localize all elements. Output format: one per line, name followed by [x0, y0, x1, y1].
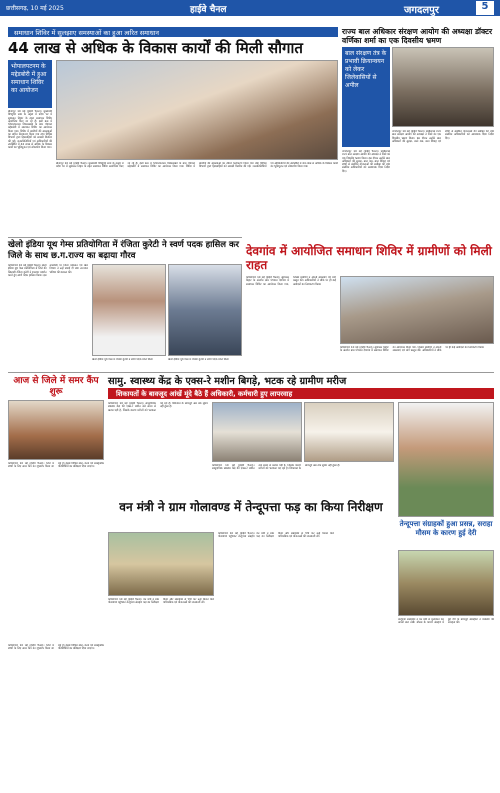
sidebox-top-right: बाल संरक्षण तंत्र के प्रभावी क्रियान्वयन को लेकर जिलेवासियों से अपील — [342, 47, 390, 147]
body-sports-1: कोण्डागांव 10 मई (हाईवे चैनल)। खेलो इंडिया यूथ गेम्स प्रतियोगिता में जिले की खिलाड़ी रंजिता कुरेटी ने शानदार प्रदर्शन करते हुए स्वर्ण पदक हासिल किया। इस उपलब्धि पर जिला प्रशासन एवं खेल विभाग ने उन्हें बधाई दी तथा उज्ज्वल भविष्य की कामना की। — [8, 264, 88, 277]
photo-caption-2: खेलो इंडिया यूथ गेम्स में रंजिता कुरेटी ने स्वर्ण पदक प्राप्त किया — [168, 358, 229, 361]
body-tendu-2: कोण्डागांव 10 मई (हाईवे चैनल)। वन मंत्री ने ग्राम गोलावण्ड पहुंचकर तेन्दूपत्ता संग्रहण फड़ का निरीक्षण किया और संग्राहकों से चर्चा कर उन्हें मिलने वाले पारिश्रमिक एवं योजनाओं की जानकारी ली। — [218, 532, 334, 539]
forest-minister-photo — [398, 402, 494, 517]
athlete-photo — [92, 264, 166, 356]
body-xray-2: कोण्डागांव 10 मई (हाईवे चैनल)। सामुदायिक स्वास्थ्य केंद्र की एक्स-रे मशीन लंबे समय से खराब पड़ी है, जिसके कारण मरीजों को भटकना पड़ रहा है। शिकायत के बावजूद अब तक सुधार नहीं हुआ है। — [212, 464, 340, 471]
headline-camp: आज से जिले में समर कैंप शुरू — [13, 376, 99, 397]
rule-1 — [8, 237, 242, 238]
headline-sports: खेलो इंडिया यूथ गेम्स प्रतियोगिता में रंजिता कुरेटी ने स्वर्ण पदक हासिल कर जिले के साथ छ.ग.राज्य का बढ़ाया गौरव — [8, 240, 239, 261]
headline-devgaon: देवगांव में आयोजित समाधान शिविर में ग्रामीणों को मिली राहत — [246, 244, 492, 272]
headline-top-right: राज्य बाल अधिकार संरक्षण आयोग की अध्यक्षा डॉक्टर वर्णिका शर्मा का एक दिवसीय भ्रमण — [342, 27, 493, 45]
headline-xray: सामु. स्वास्थ्य केंद्र के एक्स-रे मशीन बिगड़े, भटक रहे ग्रामीण मरीज — [108, 376, 347, 387]
city-name: जगदलपुर — [404, 5, 439, 16]
official-photo — [392, 47, 494, 127]
kicker-band: समाधान शिविर में सुलझाए समस्याओं का हुआ त्वरित समाधान — [8, 27, 338, 37]
headline-top-left: 44 लाख से अधिक के विकास कार्यों की मिली सौगात — [8, 39, 303, 57]
body-camp: कोण्डागांव 10 मई (हाईवे चैनल)। जिले में बच्चों के लिए समर कैंप का शुभारंभ किया जा रहा है। इसमें विभिन्न खेल, कला एवं सांस्कृतिक गतिविधियों का प्रशिक्षण दिया जाएगा। — [8, 462, 104, 469]
body-camp-2: कोण्डागांव 10 मई (हाईवे चैनल)। जिले में बच्चों के लिए समर कैंप का शुभारंभ किया जा रहा है। इसमें विभिन्न खेल, कला एवं सांस्कृतिक गतिविधियों का प्रशिक्षण दिया जाएगा। — [8, 644, 104, 651]
body-devgaon-1: कोण्डागांव 10 मई (हाईवे चैनल)। सुशासन तिहार के अंतर्गत ग्राम पंचायत देवगांव में समाधान शिविर का आयोजन किया गया, जिसमें ग्रामीणों ने अपनी समस्याएं एवं मांगें प्रस्तुत कीं। अधिकारियों ने मौके पर ही कई आवेदनों का निराकरण किया। — [246, 276, 336, 286]
hospital-photo-2 — [304, 402, 394, 462]
headline-bottom-right: तेन्दूपत्ता संग्राहकों हुआ प्रसन्न, सराहा मौसम के कारण हुई देरी — [399, 520, 493, 537]
collection-photo — [398, 550, 494, 616]
issue-date: छत्तीसगढ़, 10 मई 2025 — [6, 5, 64, 12]
body-top-left-2: बीजापुर 10 मई (हाईवे चैनल)। मुख्यमंत्री विष्णुदेव साय के नेतृत्व में प्रदेश भर में सुशासन तिहार के तहत समाधान शिविर आयोजित किए जा रहे हैं। इसी क्रम में भोपालपटनम विकासखंड के ग्राम पंचायत मद्देडबोरी में समाधान शिविर का आयोजन किया गया। शिविर में ग्रामीणों की समस्याओं का त्वरित निराकरण किया गया तथा विभिन्न विभागों द्वारा हितग्राहियों को सामग्री वितरित की गई। जनप्रतिनिधियों एवं अधिकारियों की उपस्थिति में 44 लाख से अधिक के विकास कार्यों का भूमिपूजन एवं लोकार्पण किया गया। — [56, 162, 338, 169]
rule-2 — [8, 372, 494, 373]
photo-caption: खेलो इंडिया यूथ गेम्स में रंजिता कुरेटी ने स्वर्ण पदक प्राप्त किया — [92, 358, 153, 361]
camp-photo — [56, 60, 338, 160]
tendu-photo — [108, 532, 214, 596]
body-top-right: जगदलपुर 10 मई (हाईवे चैनल)। छत्तीसगढ़ राज्य बाल संरक्षण आयोग की अध्यक्षा ने जिले का एक दिवसीय भ्रमण किया। इस दौरान उन्होंने बाल अधिकारों की सुरक्षा, बाल श्रम, बाल विवाह एवं बच्चों से संबंधित योजनाओं की समीक्षा की तथा संबंधित अधिकारियों को आवश्यक दिशा निर्देश दिए। — [392, 130, 494, 143]
headline-tendu: वन मंत्री ने ग्राम गोलावण्ड में तेन्दूपत्ता फड़ का किया निरीक्षण — [119, 500, 383, 514]
hospital-photo-1 — [212, 402, 302, 462]
subhead-xray: शिकायतों के बावजूद आंखें मूंदे बैठे हैं अधिकारी, कर्मचारी हुए लापरवाह — [108, 388, 494, 399]
body-top-left-1: बीजापुर 10 मई (हाईवे चैनल)। मुख्यमंत्री विष्णुदेव साय के नेतृत्व में प्रदेश भर में सुशासन तिहार के तहत समाधान शिविर आयोजित किए जा रहे हैं। इसी क्रम में भोपालपटनम विकासखंड के ग्राम पंचायत मद्देडबोरी में समाधान शिविर का आयोजन किया गया। शिविर में ग्रामीणों की समस्याओं का त्वरित निराकरण किया गया तथा विभिन्न विभागों द्वारा हितग्राहियों को सामग्री वितरित की गई। जनप्रतिनिधियों एवं अधिकारियों की उपस्थिति में 44 लाख से अधिक के विकास कार्यों का भूमिपूजन एवं लोकार्पण किया गया। — [8, 110, 52, 150]
paper-name: हाईवे चैनल — [190, 5, 227, 15]
body-xray-1: कोण्डागांव 10 मई (हाईवे चैनल)। सामुदायिक स्वास्थ्य केंद्र की एक्स-रे मशीन लंबे समय से खराब पड़ी है, जिसके कारण मरीजों को भटकना पड़ रहा है। शिकायत के बावजूद अब तक सुधार नहीं हुआ है। — [108, 402, 208, 412]
sidebox-top-left: भोपालपटनम के मद्देडबोरी में हुआ समाधान शिविर का आयोजन — [8, 60, 52, 108]
medal-photo — [168, 264, 242, 356]
body-bottom-right: तेन्दूपत्ता संग्राहकों ने वन मंत्री से मुलाकात कर अपनी बात रखी। मौसम के कारण संग्रहण में हुई देरी के बावजूद संग्राहकों ने व्यवस्था की सराहना की। — [398, 618, 494, 625]
page-number: 5 — [476, 1, 494, 15]
body-top-right-left: जगदलपुर 10 मई (हाईवे चैनल)। छत्तीसगढ़ राज्य बाल संरक्षण आयोग की अध्यक्षा ने जिले का एक दिवसीय भ्रमण किया। इस दौरान उन्होंने बाल अधिकारों की सुरक्षा, बाल श्रम, बाल विवाह एवं बच्चों से संबंधित योजनाओं की समीक्षा की तथा संबंधित अधिकारियों को आवश्यक दिशा निर्देश दिए। — [342, 150, 390, 173]
camp-photo-2 — [8, 400, 104, 460]
devgaon-photo — [340, 276, 494, 344]
body-devgaon-2: कोण्डागांव 10 मई (हाईवे चैनल)। सुशासन तिहार के अंतर्गत ग्राम पंचायत देवगांव में समाधान शिविर का आयोजन किया गया, जिसमें ग्रामीणों ने अपनी समस्याएं एवं मांगें प्रस्तुत कीं। अधिकारियों ने मौके पर ही कई आवेदनों का निराकरण किया। — [340, 346, 485, 353]
body-tendu-1: कोण्डागांव 10 मई (हाईवे चैनल)। वन मंत्री ने ग्राम गोलावण्ड पहुंचकर तेन्दूपत्ता संग्रहण फड़ का निरीक्षण किया और संग्राहकों से चर्चा कर उन्हें मिलने वाले पारिश्रमिक एवं योजनाओं की जानकारी ली। — [108, 598, 214, 605]
masthead-bar — [0, 0, 500, 16]
